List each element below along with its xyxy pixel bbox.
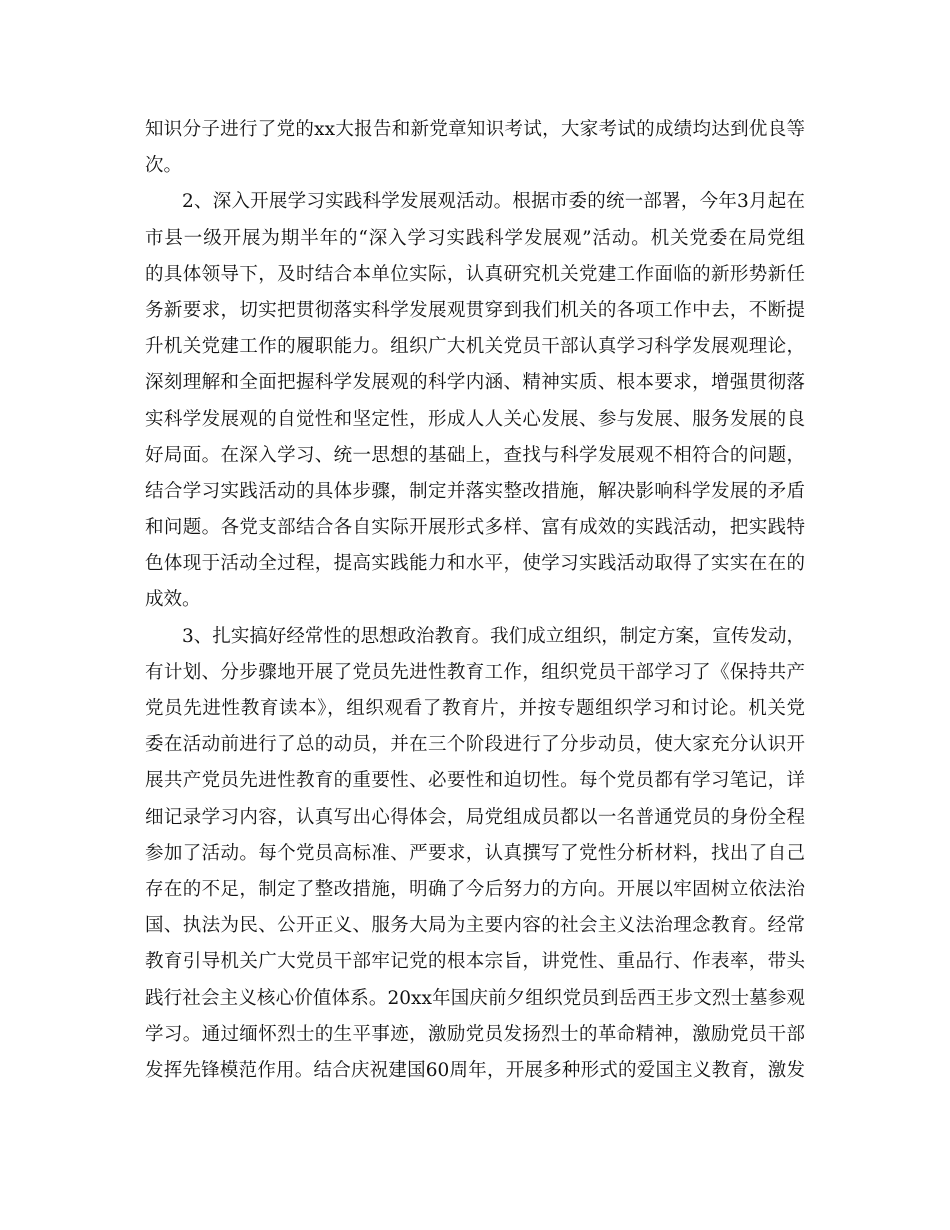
text-line: 和问题。各党支部结合各自实际开展形式多样、富有成效的实践活动，把实践特 xyxy=(145,517,805,539)
text-line: 教育引导机关广大党员干部牢记党的根本宗旨，讲党性、重品行、作表率，带头 xyxy=(145,951,805,973)
text-line: 结合学习实践活动的具体步骤，制定并落实整改措施，解决影响科学发展的矛盾 xyxy=(145,480,805,502)
text-line: 有计划、分步骤地开展了党员先进性教育工作，组织党员干部学习了《保持共产 xyxy=(145,661,805,683)
text-line: 升机关党建工作的履职能力。组织广大机关党员干部认真学习科学发展观理论， xyxy=(145,336,805,358)
text-line: 成效。 xyxy=(145,589,201,611)
text-line: 次。 xyxy=(145,155,183,177)
text-line: 践行社会主义核心价值体系。20xx年国庆前夕组织党员到岳西王步文烈士墓参观 xyxy=(145,987,805,1009)
text-line: 务新要求，切实把贯彻落实科学发展观贯穿到我们机关的各项工作中去，不断提 xyxy=(145,299,805,321)
text-line: 委在活动前进行了总的动员，并在三个阶段进行了分步动员，使大家充分认识开 xyxy=(145,734,805,756)
text-line: 2、深入开展学习实践科学发展观活动。根据市委的统一部署，今年3月起在 xyxy=(182,191,805,213)
text-line: 展共产党员先进性教育的重要性、必要性和迫切性。每个党员都有学习笔记，详 xyxy=(145,770,805,792)
text-line: 存在的不足，制定了整改措施，明确了今后努力的方向。开展以牢固树立依法治 xyxy=(145,878,805,900)
document-body xyxy=(145,112,805,1089)
text-line: 深刻理解和全面把握科学发展观的科学内涵、精神实质、根本要求，增强贯彻落 xyxy=(145,372,805,394)
text-line: 市县一级开展为期半年的“深入学习实践科学发展观”活动。机关党委在局党组 xyxy=(145,227,805,249)
text-line: 发挥先锋模范作用。结合庆祝建国60周年，开展多种形式的爱国主义教育，激发 xyxy=(145,1059,805,1081)
text-line: 国、执法为民、公开正义、服务大局为主要内容的社会主义法治理念教育。经常 xyxy=(145,915,805,937)
text-line: 细记录学习内容，认真写出心得体会，局党组成员都以一名普通党员的身份全程 xyxy=(145,806,805,828)
text-line: 知识分子进行了党的xx大报告和新党章知识考试，大家考试的成绩均达到优良等 xyxy=(145,119,805,140)
text-line: 党员先进性教育读本》，组织观看了教育片，并按专题组织学习和讨论。机关党 xyxy=(145,698,805,719)
text-line: 学习。通过缅怀烈士的生平事迹，激励党员发扬烈士的革命精神，激励党员干部 xyxy=(145,1023,805,1045)
text-line: 参加了活动。每个党员高标准、严要求，认真撰写了党性分析材料，找出了自己 xyxy=(145,842,805,864)
text-line: 好局面。在深入学习、统一思想的基础上，查找与科学发展观不相符合的问题， xyxy=(145,444,805,466)
text-line: 3、扎实搞好经常性的思想政治教育。我们成立组织，制定方案，宣传发动， xyxy=(182,625,805,647)
text-line: 的具体领导下，及时结合本单位实际，认真研究机关党建工作面临的新形势新任 xyxy=(145,263,805,285)
text-line: 色体现于活动全过程，提高实践能力和水平，使学习实践活动取得了实实在在的 xyxy=(145,553,805,575)
text-line: 实科学发展观的自觉性和坚定性，形成人人关心发展、参与发展、服务发展的良 xyxy=(145,408,805,430)
